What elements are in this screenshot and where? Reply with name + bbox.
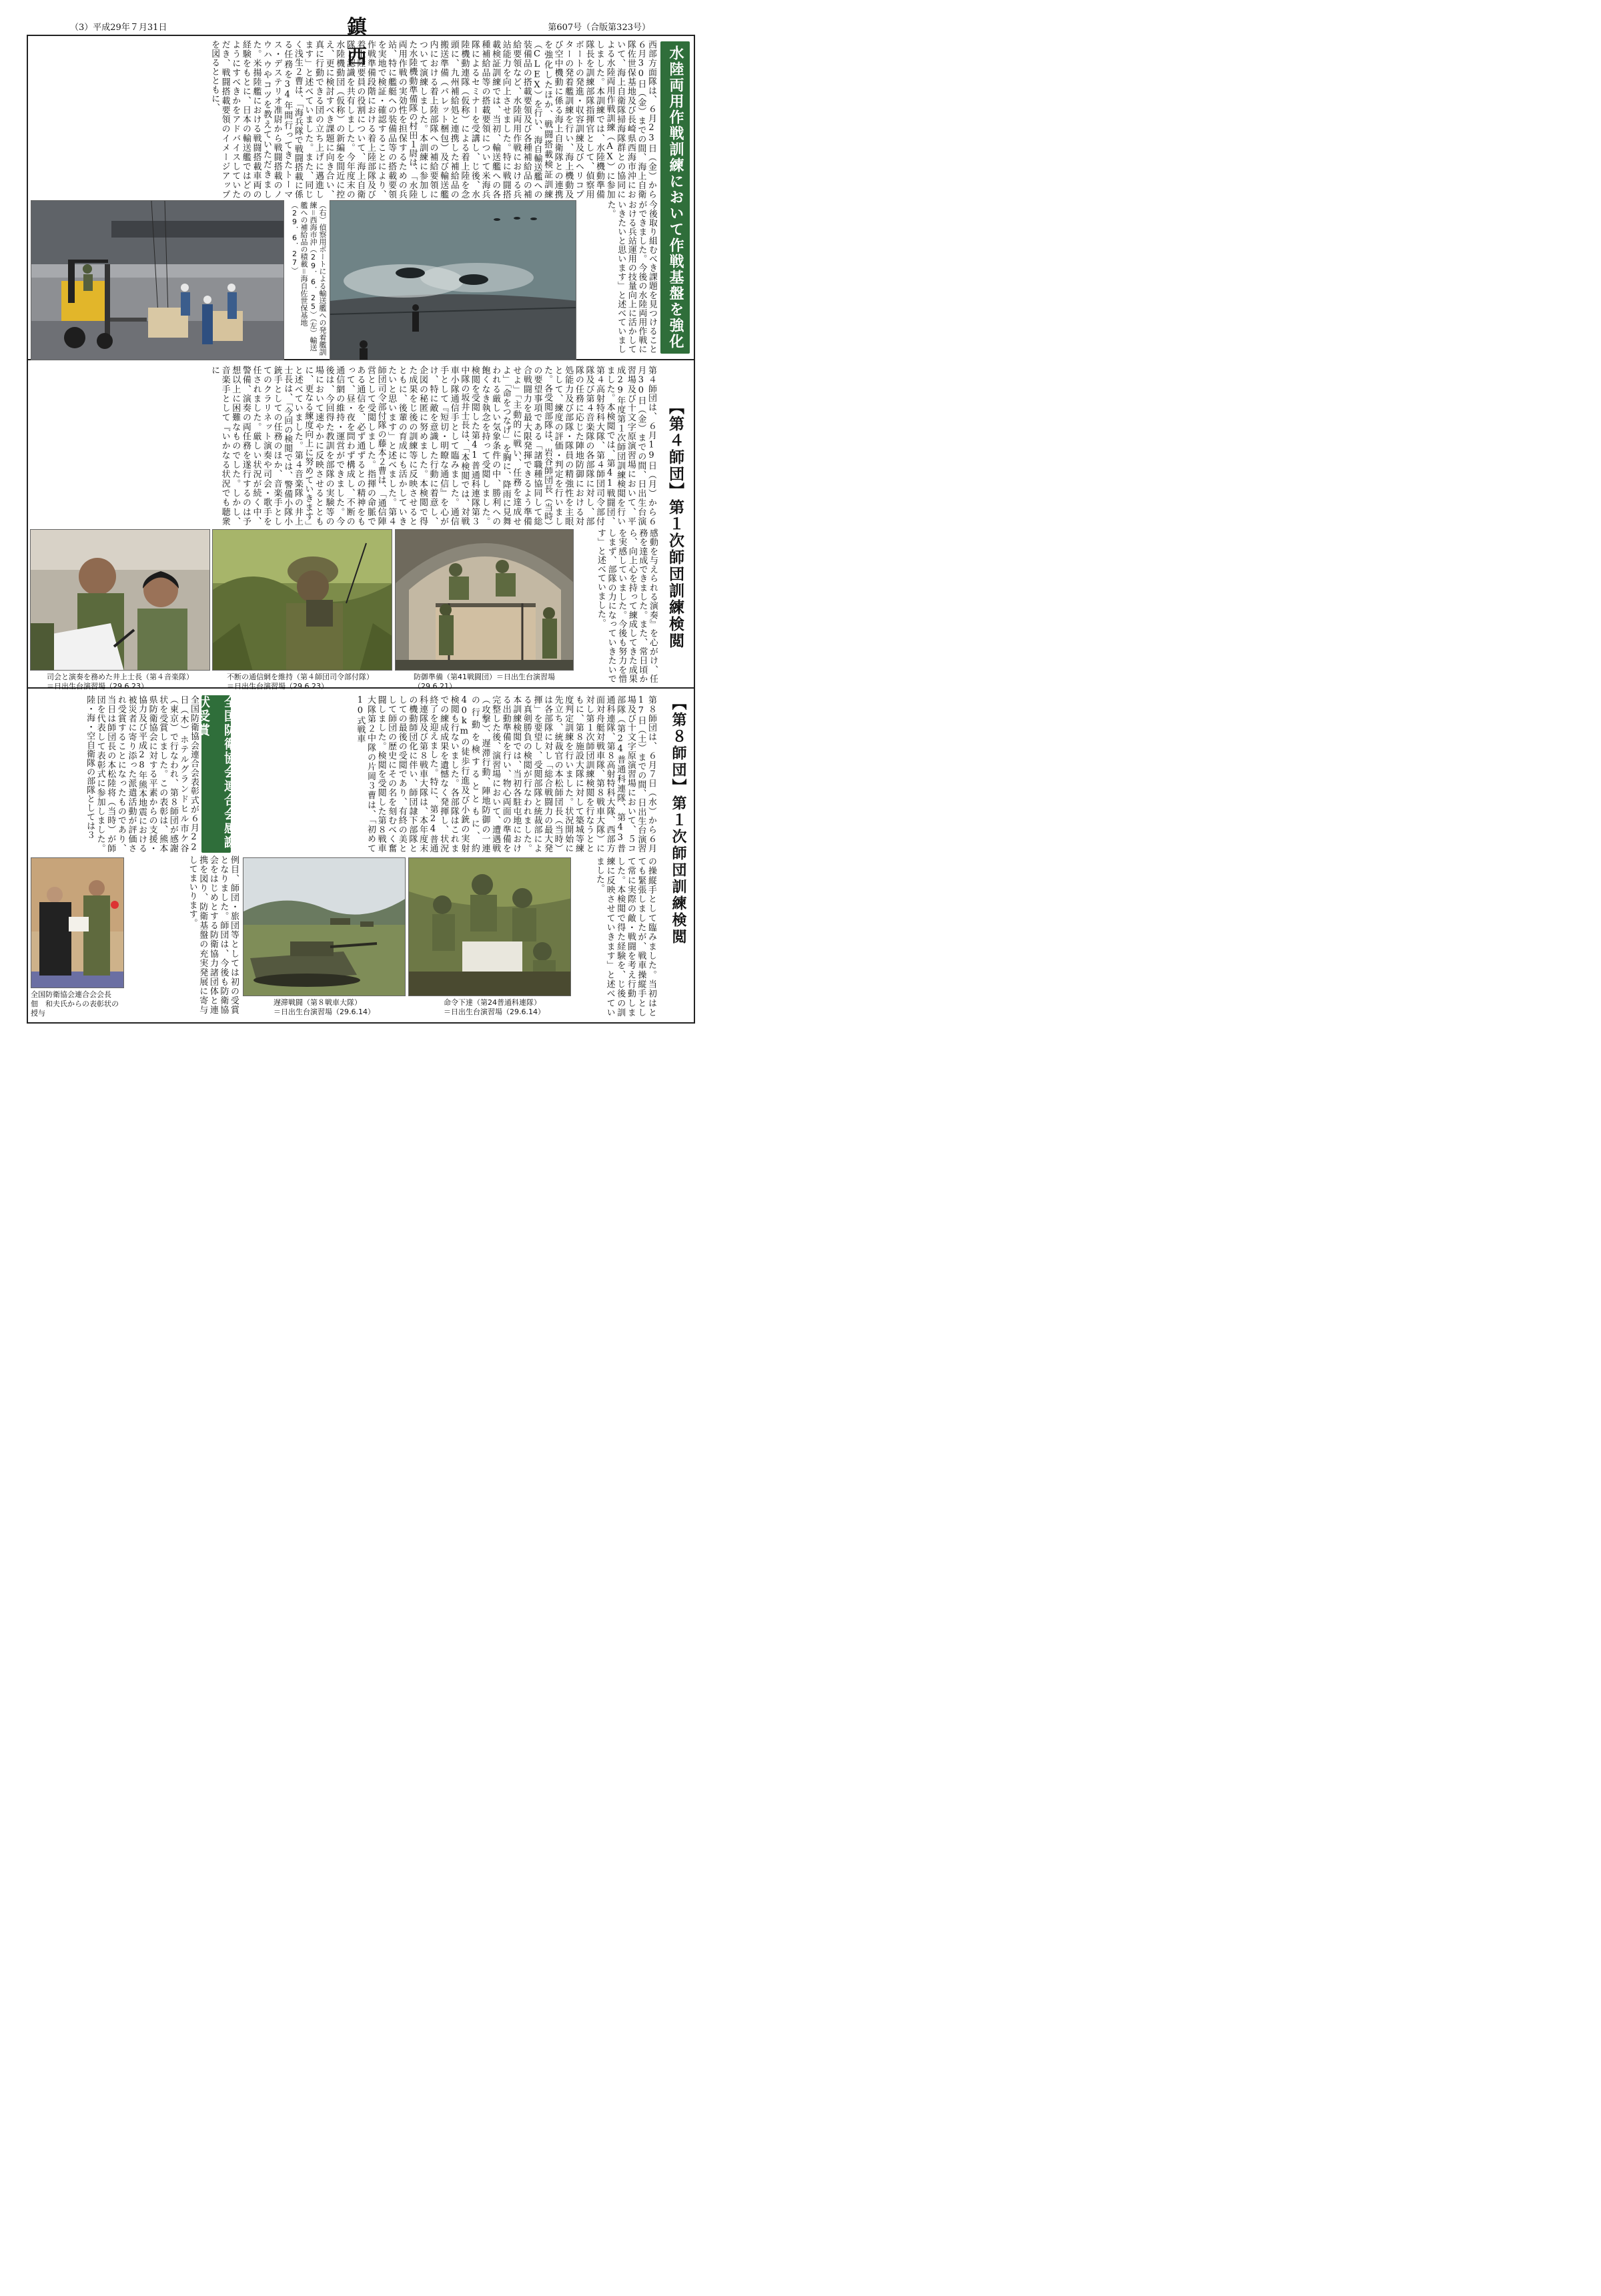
photo-caption-delay (274, 998, 407, 1017)
article-4-body-continued: 例目、師団・旅団等としては初の受賞となりました。師団は、今後も防衛協会をはじめとする防衛協力諸団体と連携を図り、防衛基盤の充実発展に寄与してまいります。 (187, 855, 239, 1014)
photo-delay-battle (243, 857, 406, 996)
caption-location: ＝日出生台演習場（29.6.23） (227, 682, 328, 691)
photo-communications (212, 529, 392, 671)
photo-delay-battle-image (243, 858, 406, 996)
caption-location: ＝日出生台演習場（29.6.23） (47, 682, 148, 691)
photo-caption-article-1: （右）偵察用ボートによる輸送艦への発着艦訓練＝西海市沖（29．6．25）（左）輸送艦への補給品の積載＝海自佐世保基地（29．6．27） (290, 202, 327, 356)
photo-caption-orders (444, 998, 577, 1017)
headline-text: 【第４師団】第１次師団訓練検閲 (666, 399, 684, 649)
photo-music-host (30, 529, 210, 671)
article-3-body: 第８師団は、６月７日（水）から６月17日（土）までの間、日出生台演習場及び十文字原演習場において、５コ部隊（第24普通科連隊、第43普通科連隊、第８高射特科大隊、西部方面対舟艇対戦車隊、第８戦車大隊）に対し第１次師団訓練検閲を行なうとともに、第８施設大隊に対して築城等練度判定訓練を行いました。状況開始に先立ち、統裁官の本松師団長（当時）は各部隊に対し「総合戦闘力の最大発揮」を要望し、受閲部隊と統裁部による真剣勝負の検閲が行なわれました。本訓練検閲では、当初各駐屯地における出動準備を行い、物心両面の準備を完整した後、演習場において、遭遇戦（攻撃）、遅滞行動、陣地防御の一連の行動を検するとともに、約40kmの徒歩行進及び小銃の実射検閲も行ないました。各部隊はこれまでの練成成果を遺憾なく発揮し、状況終了を迎えました。特に、第24普通科連隊及び第８戦車大隊は、本年度末の機動師団化に伴い、師団隷下部隊としての最後の受閲であり、有終の美として師団の歴史にその名を刻むべく奮闘しました。検閲を受閲した第８戦車大隊第２中隊の片岡３曹は、「初めて10式戦車 (355, 695, 656, 853)
caption-text: 防御準備（第41戦闘団）＝日出生台演習場（29.6.21） (414, 673, 555, 691)
caption-text: 司会と演奏を務めた井上士長（第４音楽隊） (47, 673, 193, 681)
article-1-body-continued: 今後取り組むべき課題を見つけることができました。今後の水陸両用作戦における兵站運用の技量向上に活かしていきたいと思います」と述べていました。 (605, 200, 657, 354)
caption-text: 遅滞戦闘（第８戦車大隊） (274, 998, 362, 1007)
photo-communications-image (213, 530, 392, 671)
photo-award-ceremony (31, 857, 124, 988)
masthead-title: 鎮 西 (347, 16, 427, 69)
photo-caption-comms (227, 673, 407, 691)
photo-defense-prep (395, 529, 574, 671)
caption-location: ＝日出生台演習場（29.6.14） (444, 1008, 545, 1016)
page-date: （3）平成29年７月31日 (70, 23, 167, 33)
headline-text: 水陸両用作戦訓練において作戦基盤を強化 (667, 45, 684, 350)
article-3-body-continued: の操縦手として臨みました。当初はとても緊張しましたが、戦車操縦手として常に実際の敵・戦闘を考え行動しました。本検閲で得た経験を、じ後の訓練に反映させていきます」と述べていました。 (594, 857, 656, 1017)
article-1-body: 西部方面隊は、６月23日（金）から６月30日（金）までの間、海上自衛隊佐世保基地及び長崎県西海市沖において、海上自衛隊掃海隊群との協同による水陸両用作戦訓練（AX）に参加しました。本訓練では、水陸機動準備隊長を訓練部隊指揮官として、偵察用ボートの発進・収容訓練及びヘリコプターの発着艦訓練を行い、海上機動及び空中機動に係る海上自衛隊との連携を強化したほか、戦闘搭載検証訓練（CLEX）を行い、海自輸送艦への装備品の搭載要領及び各種補給品の補給要領など、水陸両用作戦における兵站能力を向上させました。特に戦闘搭載検証訓練では、当初、輸送艦への各種補給品等の搭載要領について米海兵隊によるセミナーを受講し、じ後、水陸機動連隊（仮称）による着上陸を念頭に、九州補給処と連携した補給品の搬送準備（パレット梱包）及び輸送艦内における着上陸部隊への補給要領について演練しました。本訓練に参加した水陸機動準備隊の村田１尉は、「水陸両用作戦の実効性を担保するための兵站、特に艦艇への装備品等の搭載要領を実地で検証・確認することにより、作戦準備段階における着上陸部隊及び着上陸要員の役割について、海上自衛隊と認識を共有しました。今年度末の水陸機動団（仮称）の新編を間近に控え、更に検討すべき課題に向き合い、真に行動できる団の立ち上げに邁進します」と述べていました。また、同じく浅生２曹は、「海兵隊で戦闘搭載に係る任務を34年間行ってきたトーマス・デステリオ准尉から戦闘搭載のノウハウやコツを教えていただきました。米揚陸艦における戦闘搭載車両の経験をもとに、日本の輸送艦ではどのようにすべきかをアドバイスしていただき、戦闘搭載要領のイメージアップを図るとともに、 (209, 40, 656, 199)
photo-caption-defense (414, 673, 587, 691)
caption-location: ＝日出生台演習場（29.6.14） (274, 1008, 375, 1016)
photo-award-ceremony-image (31, 858, 124, 988)
article-2-body: 第４師団は、６月19日（月）から６月30日（金）までの間、日出生台演習場及び十文字原演習場において、平成29年度第１次師団訓練検閲を行いました。本検閲では、第41戦闘団、第４高射特科大隊、第４師団司令部付隊及び第４音楽隊の各部隊に対し、部隊の任務に応じた陣地防御における対処能力及び部隊・隊員の精強性を主眼として、練度の評価・判定を行いました。各受閲部隊は、岩谷師団長（当時）の要望事項である「諸職種協同して総合戦闘力を最大限発揮できるよう準備せよ」「主動的に戦い、任務を達成せよ」「命をつなげ」を胸に、降雨に見舞われる厳しい気象条件の中、勝利への飽くなき執念を持って受閲しました。検閲を受閲した第41普通科連隊第３中隊の坂井士長は、「本検閲では、対戦車小隊通信手として臨みました。通信手として『短切・明瞭な通信』を心がけ、特に敵を意識した行動に着意し、企図の秘匿に努めました。本検閲で得た成果をじ後の訓練等に反映させるとともに、後輩の育成にも活かしていきたいと思います」と述べました。第４師団司令部付隊の藤本２曹は、「通信陣営として受閲しました。指揮の命脈である通信を、必ず通ずるとの精神をもって、昼・夜を問わず構成し、不断の通信網の維持・運営ができました。今後は、今回得た教訓を部隊の実験等の場において速やかに反映させるとともに、更なる練度向上に努めていきます」と述べていました。第４音楽隊の井上士長は、「今回の検閲では、警備小隊小銃手としての任務のほか、音楽手としてのクラリネット演奏や司会・歌手を任されました。厳しい状況が続く中、警備、演奏の両任務を遂行するのは予想以上に困難なものでした。しかし、音楽手として『いかなる状況でも聴衆に (209, 366, 656, 526)
headline-article-2 (660, 366, 690, 683)
headline-article-1 (660, 41, 690, 354)
article-4-body: 全国防衛協会連合会表彰式が６月22日（木）ホテルグランドヒル市ケ谷（東京）で行なわれ、第８師団が感謝状を受賞しました。この表彰は、熊本県防衛協会に対する平素からの支援・協力及び平成28年熊本地震における被災者に寄り添った派遣活動が評価され受賞することになったものであり、当日は師団長の本松陸将（当時）が師団を代表して表彰式に参加しました。陸・海・空自衛隊の部隊としては３ (85, 695, 199, 853)
issue-number: 第607号（合版第323号） (548, 23, 650, 33)
photo-orders (408, 857, 571, 996)
photo-orders-image (409, 858, 571, 996)
headline-text: 全国防衛協会連合会感謝状受賞 (195, 695, 237, 849)
headline-article-3: 【第８師団】第１次師団訓練検閲 (670, 695, 686, 945)
photo-boat-training-image (330, 201, 576, 360)
photo-defense-prep-image (396, 530, 574, 671)
article-2-body-continued: 感動を与えられる演奏』を心がけ、任務を達成できました。また、常日頃から、向上心を持って練成してきた成果を実感していました。今後も努力を惜しまず、部隊の力になっていきたいです」と述べていました。 (596, 528, 658, 683)
photo-caption-music (47, 673, 227, 691)
caption-text: 命令下達（第24普通科連隊） (444, 998, 541, 1007)
photo-caption-award: 全国防衛協会連合会会長 佃 和夫氏からの表彰状の授与 (31, 990, 119, 1018)
caption-text: 不断の通信網を維持（第４師団司令部付隊） (227, 673, 374, 681)
photo-supply-loading-image (31, 201, 284, 360)
photo-music-host-image (31, 530, 210, 671)
photo-boat-training (330, 200, 576, 360)
photo-supply-loading (31, 200, 284, 360)
headline-article-4 (195, 695, 237, 853)
